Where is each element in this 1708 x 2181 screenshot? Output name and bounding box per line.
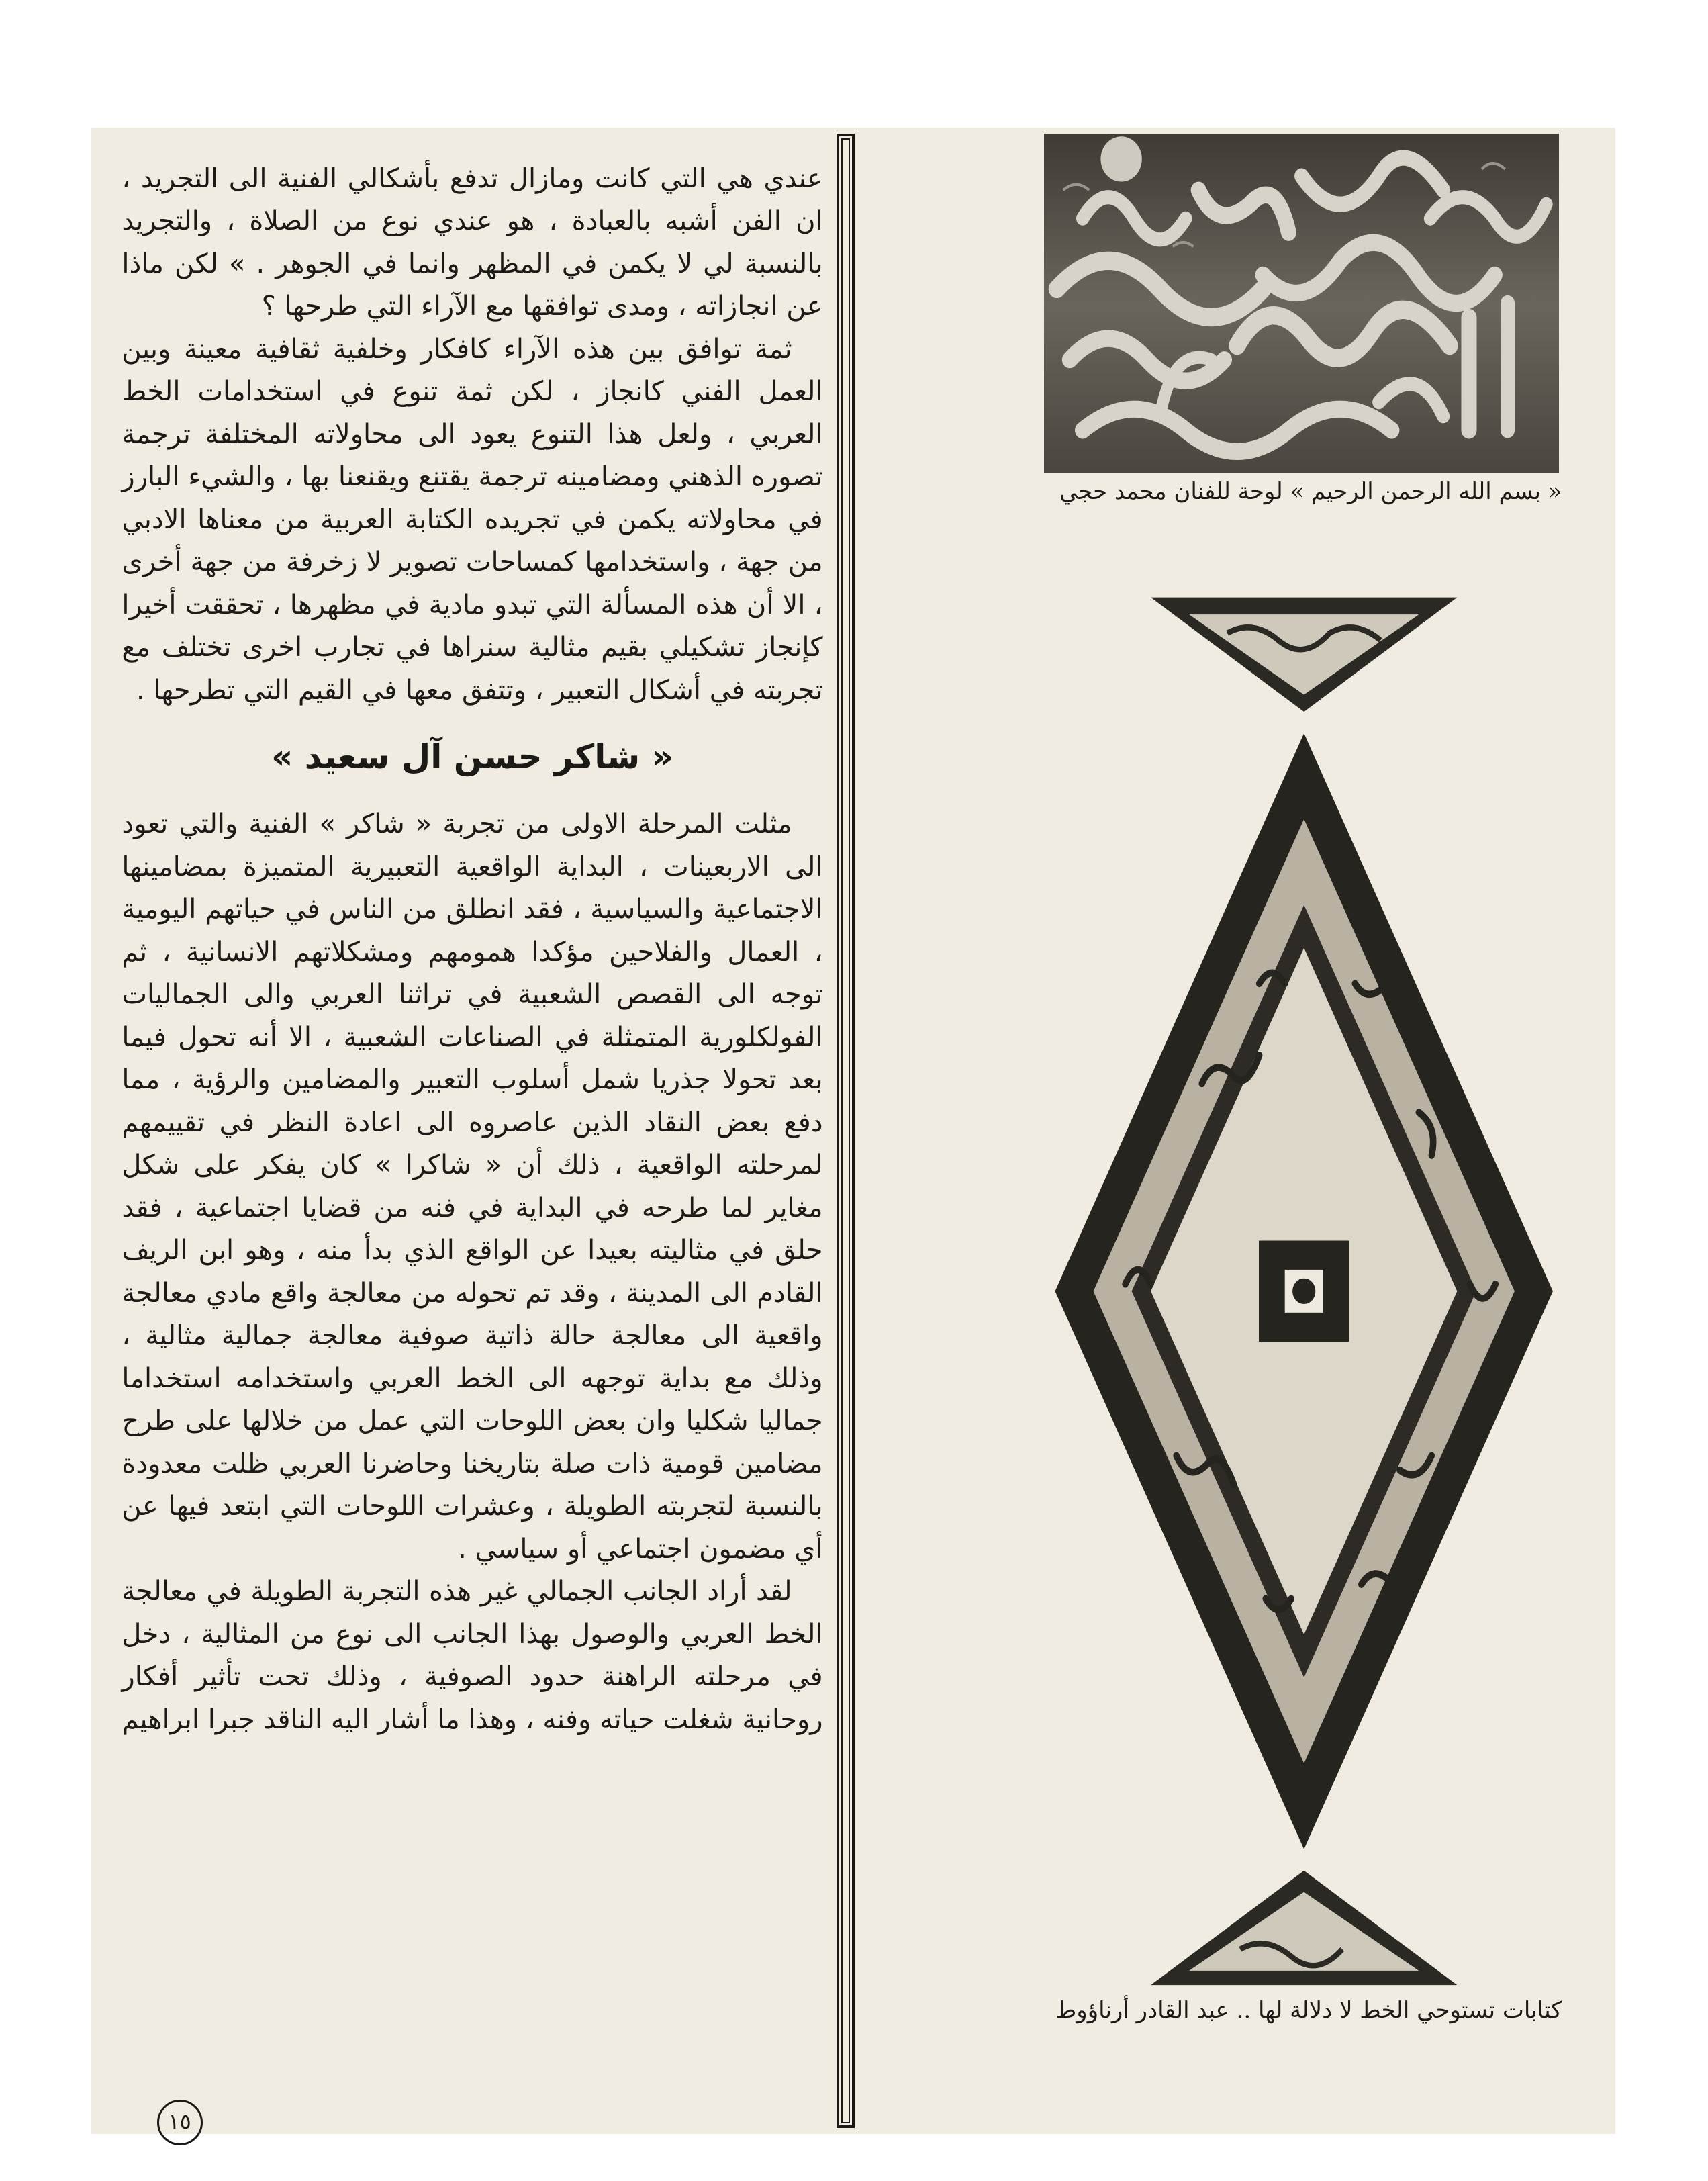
article-paragraph: عندي هي التي كانت ومازال تدفع بأشكالي الفنية الى التجريد ، ان الفن أشبه بالعبادة ، هو عندي نوع من الصلاة ، والتجريد بالنسبة لي لا يكمن في المظهر وانما في الجوهر . » لكن ماذا عن انجازاته ، ومدى توافقها مع الآراء التي طرحها ؟	[122, 163, 823, 322]
magazine-page	[91, 128, 1615, 2134]
figure-caption: كتابات تستوحي الخط لا دلالة لها .. عبد القادر أرناؤوط	[1055, 1996, 1562, 2024]
column-divider	[837, 134, 855, 2128]
calligraphy-painting-image	[1044, 134, 1559, 473]
page-number: ١٥	[157, 2100, 203, 2145]
diamond-calligraphy-image	[1049, 569, 1559, 1999]
article-paragraph: ثمة توافق بين هذه الآراء كافكار وخلفية ثقافية معينة وبين العمل الفني كانجاز ، لكن ثمة تنوع في استخدامات الخط العربي ، ولعل هذا التنوع يعود الى محاولاته المختلفة ترجمة تصوره الذهني ومضامينه ترجمة يقتنع ويقنعنا بها ، والشيء البارز في محاولاته يكمن في تجريده الكتابة العربية من معناها الادبي من جهة ، واستخدامها كمساحات تصوير لا زخرفة من جهة أخرى ، الا أن هذه المسألة التي تبدو مادية في مظهرها ، تحققت أخيرا كإنجاز تشكيلي بقيم مثالية سنراها في تجارب اخرى تختلف مع تجربته في أشكال التعبير ، وتتفق معها في القيم التي تطرحها .	[122, 333, 823, 706]
section-heading: « شاكر حسن آل سعيد »	[271, 737, 673, 777]
article-paragraph: مثلت المرحلة الاولى من تجربة « شاكر » الفنية والتي تعود الى الاربعينات ، البداية الواقعية التعبيرية المتميزة بمضامينها الاجتماعية والسياسية ، فقد انطلق من الناس في حياتهم اليومية ، العمال والفلاحين مؤكدا همومهم ومشكلاتهم الانسانية ، ثم توجه الى القصص الشعبية في تراثنا العربي والى الجماليات الفولكلورية المتمثلة في الصناعات الشعبية ، الا أنه تحول فيما بعد تحولا جذريا شمل أسلوب التعبير والمضامين والرؤية ، مما دفع بعض النقاد الذين عاصروه الى اعادة النظر في تقييمهم لمرحلته الواقعية ، ذلك أن « شاكرا » كان يفكر على شكل مغاير لما طرحه في البداية في فنه من قضايا اجتماعية ، فقد حلق في مثاليته بعيدا عن الواقع الذي بدأ منه ، وهو ابن الريف القادم الى المدينة ، وقد تم تحوله من معالجة واقع مادي معالجة واقعية الى معالجة حالة ذاتية صوفية معالجة جمالية مثالية ، وذلك مع بداية توجهه الى الخط العربي واستخدامه استخداما جماليا شكليا وان بعض اللوحات التي عمل من خلالها على طرح مضامين قومية ذات صلة بتاريخنا وحاضرنا العربي ظلت معدودة بالنسبة لتجربته الطويلة ، وعشرات اللوحات التي ابتعد فيها عن أي مضمون اجتماعي أو سياسي .	[122, 808, 823, 1565]
article-paragraph: لقد أراد الجانب الجمالي غير هذه التجربة الطويلة في معالجة الخط العربي والوصول بهذا الجانب الى نوع من المثالية ، دخل في مرحلته الراهنة حدود الصوفية ، وذلك تحت تأثير أفكار روحانية شغلت حياته وفنه ، وهذا ما أشار اليه الناقد جبرا ابراهيم	[122, 1576, 823, 1735]
figure-caption: « بسم الله الرحمن الرحيم » لوحة للفنان محمد حجي	[1059, 477, 1562, 505]
article-text-column	[122, 158, 822, 1943]
